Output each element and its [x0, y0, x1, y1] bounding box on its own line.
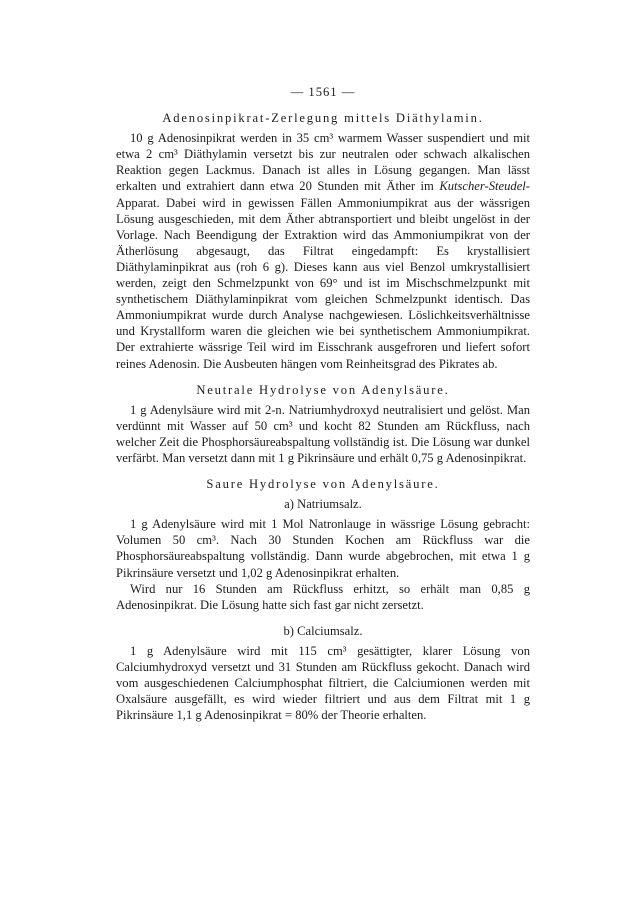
paragraph: Wird nur 16 Stunden am Rückfluss erhitzt, so erhält man 0,85 g Adenosinpikrat. Die Lösung hatte sich fast gar nicht zersetzt. — [116, 581, 530, 612]
section-heading: Adenosinpikrat-Zerlegung mittels Diäthylamin. — [162, 111, 484, 126]
page-number: — 1561 — — [290, 85, 356, 99]
journal-page — [116, 84, 530, 733]
section-acid-hydrolysis — [116, 476, 530, 613]
paragraph: 10 g Adenosinpikrat werden in 35 cm³ warmem Wasser suspendiert und mit etwa 2 cm³ Diäthylamin versetzt bis zur neutralen oder schwach alkalischen Reaktion gegen Lackmus. Danach ist alles in Lösung gegangen. Man lässt erkalten und extrahiert dann etwa 20 Stunden mit Äther im Kutscher-Steudel-Apparat. Dabei wird in gewissen Fällen Ammoniumpikrat aus der wässrigen Lösung ausgeschieden, mit dem Äther abtransportiert und bleibt ungelöst in der Vorlage. Nach Beendigung der Extraktion wird das Ammoniumpikrat von der Ätherlösung abgesaugt, das Filtrat eingedampft: Es krystallisiert Diäthylaminpikrat aus (roh 6 g). Dieses kann aus viel Benzol umkrystallisiert werden, zeigt den Schmelzpunkt von 69° und ist im Mischschmelzpunkt mit synthetischem Diäthylaminpikrat vom gleichen Schmelzpunkt identisch. Das Ammoniumpikrat wurde durch Analyse nachgewiesen. Löslichkeitsverhältnisse und Krystallform waren die gleichen wie bei synthetischem Ammoniumpikrat. Der extrahierte wässrige Teil wird im Eisschrank ausgefroren und liefert sofort reines Adenosin. Die Ausbeuten hängen vom Reinheitsgrad des Pikrates ab. — [116, 131, 530, 371]
apparatus-name: Kutscher-Steudel — [439, 179, 526, 194]
paragraph: 1 g Adenylsäure wird mit 1 Mol Natronlauge in wässrige Lösung gebracht: Volumen 50 cm³. Nach 30 Stunden Kochen am Rückfluss war die Phosphorsäureabspaltung vollständig. Dann wurde abgebrochen, mit etwa 1 g Pikrinsäure versetzt und 1,02 g Adenosinpikrat erhalten. — [116, 517, 530, 580]
paragraph: 1 g Adenylsäure wird mit 2-n. Natriumhydroxyd neutralisiert und gelöst. Man verdünnt mit Wasser auf 50 cm³ und kocht 82 Stunden am Rückfluss, nach welcher Zeit die Phosphorsäureabspaltung vollständig ist. Die Lösung war dunkel verfärbt. Man versetzt dann mit 1 g Pikrinsäure und erhält 0,75 g Adenosinpikrat. — [116, 402, 530, 465]
section-heading: Saure Hydrolyse von Adenylsäure. — [206, 477, 440, 492]
section-heading: Neutrale Hydrolyse von Adenylsäure. — [196, 382, 450, 397]
section-calcium-salt — [116, 623, 530, 724]
subsection-heading: b) Calciumsalz. — [283, 623, 363, 638]
paragraph: 1 g Adenylsäure wird mit 115 cm³ gesättigter, klarer Lösung von Calciumhydroxyd versetzt und 31 Stunden am Rückfluss gekocht. Danach wird vom ausgeschiedenen Calciumphosphat filtriert, die Calciumionen werden mit Oxalsäure ausgefällt, es wird wieder filtriert und aus dem Filtrat mit 1 g Pikrinsäure 1,1 g Adenosinpikrat = 80% der Theorie erhalten. — [116, 643, 530, 723]
section-neutral-hydrolysis — [116, 382, 530, 466]
subsection-heading: a) Natriumsalz. — [284, 497, 362, 512]
section-diethylamine-cleavage — [116, 110, 530, 372]
